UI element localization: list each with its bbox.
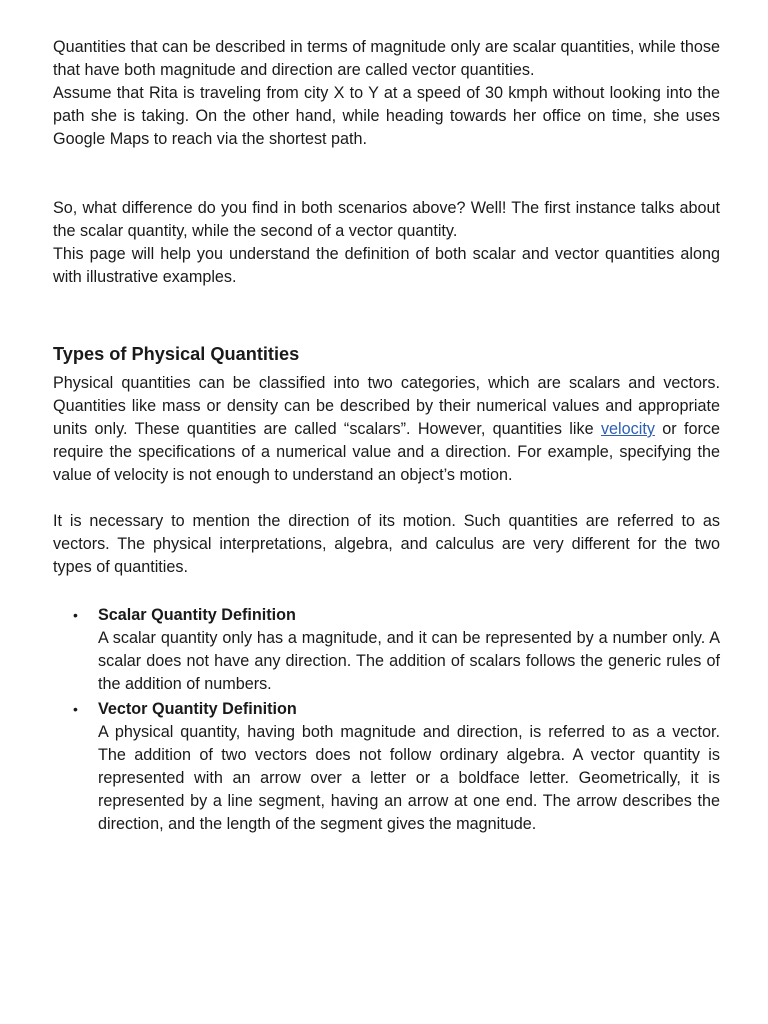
types-paragraph-1-text-a: Physical quantities can be classified into two categories, which are scalars and vectors. Quantities like mass or density can be described by their numerical values and appropriate units only. These quantities are called “scalars”. However, quantities like bbox=[53, 374, 720, 438]
list-item-vector-definition bbox=[53, 698, 720, 836]
vector-definition-text: A physical quantity, having both magnitude and direction, is referred to as a vector. The addition of two vectors does not follow ordinary algebra. A vector quantity is represented with an arrow over a letter or a boldface letter. Geometrically, it is represented by a line segment, having an arrow at one end. The arrow describes the direction, and the length of the segment gives the magnitude. bbox=[98, 723, 720, 833]
intro-paragraph-3: So, what difference do you find in both scenarios above? Well! The first instance talks about the scalar quantity, while the second of a vector quantity. bbox=[53, 199, 720, 240]
intro-paragraph-4: This page will help you understand the definition of both scalar and vector quantities along with illustrative examples. bbox=[53, 245, 720, 286]
scalar-definition-text: A scalar quantity only has a magnitude, and it can be represented by a number only. A scalar does not have any direction. The addition of scalars follows the generic rules of the addition of numbers. bbox=[98, 629, 720, 693]
list-item-scalar-definition bbox=[53, 604, 720, 696]
types-paragraph-1-text-b: or force require the specifications of a numerical value and a direction. For example, specifying the value of velocity is not enough to understand an object’s motion. bbox=[53, 420, 720, 484]
velocity-link[interactable]: velocity bbox=[600, 420, 655, 438]
section-heading: Types of Physical Quantities bbox=[53, 344, 300, 364]
document-page bbox=[53, 36, 720, 836]
spacer bbox=[53, 487, 720, 510]
spacer bbox=[53, 151, 720, 197]
types-paragraph-2: It is necessary to mention the direction of its motion. Such quantities are referred to as vectors. The physical interpretations, algebra, and calculus are very different for the two types of quantities. bbox=[53, 512, 720, 576]
intro-paragraph-1: Quantities that can be described in terms of magnitude only are scalar quantities, while those that have both magnitude and direction are called vector quantities. bbox=[53, 38, 720, 79]
vector-definition-title: Vector Quantity Definition bbox=[98, 700, 297, 718]
intro-paragraph-2: Assume that Rita is traveling from city X to Y at a speed of 30 kmph without looking into the path she is taking. On the other hand, while heading towards her office on time, she uses Google Maps to reach via the shortest path. bbox=[53, 84, 720, 148]
spacer bbox=[53, 579, 720, 602]
types-paragraph-1 bbox=[53, 372, 720, 487]
definitions-list bbox=[53, 604, 720, 836]
spacer bbox=[53, 289, 720, 341]
bullet-icon: • bbox=[73, 701, 78, 717]
scalar-definition-title: Scalar Quantity Definition bbox=[98, 606, 296, 624]
bullet-icon: • bbox=[73, 607, 78, 623]
